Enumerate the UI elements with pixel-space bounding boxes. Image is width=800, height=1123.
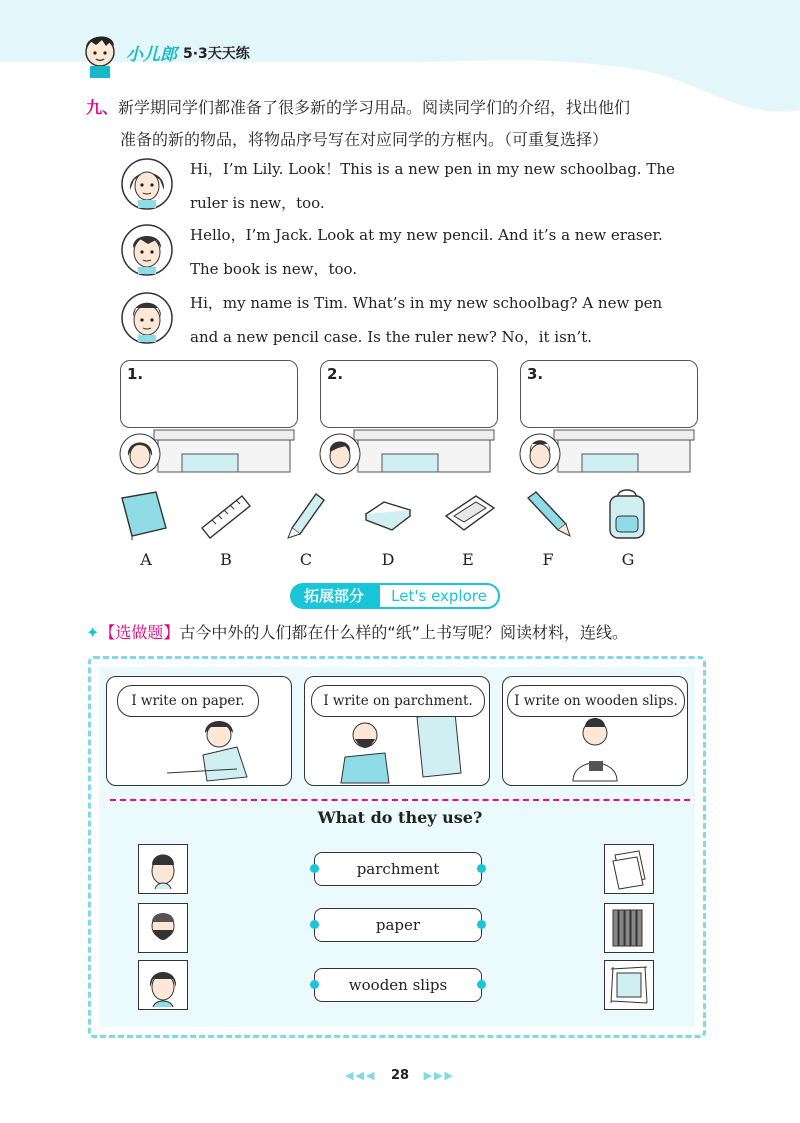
brand-logo: 小儿郎 — [126, 45, 177, 65]
desk-illustration-2 — [318, 420, 504, 476]
answer-box-label: 1. — [127, 365, 144, 383]
extra-instruction: 古今中外的人们都在什么样的“纸”上书写呢？阅读材料，连线。 — [179, 623, 629, 642]
explore-en: Let's explore — [378, 583, 500, 609]
page-footer — [0, 1068, 800, 1083]
brand — [126, 40, 250, 65]
pencil-case-icon — [442, 490, 498, 536]
item-letter-g: G — [621, 550, 635, 569]
tim-text-line-1: Hi，my name is Tim. What’s in my new schoolbag? A new pen — [190, 294, 663, 312]
desk-illustration-1 — [118, 420, 304, 476]
word-paper[interactable] — [314, 908, 482, 942]
extra-question-title — [86, 620, 628, 643]
tim-avatar-icon — [120, 290, 174, 346]
instruction-line-2: 准备的新的物品，将物品序号写在对应同学的方框内。（可重复选择） — [120, 130, 609, 149]
item-letter-d: D — [381, 550, 395, 569]
item-letter-f: F — [542, 550, 554, 569]
answer-box-label: 3. — [527, 365, 544, 383]
page-number: 28 — [390, 1068, 410, 1083]
bubble-paper: I write on paper. — [117, 685, 259, 717]
girl-portrait-icon — [138, 960, 188, 1010]
bubble-wooden-slips: I write on wooden slips. — [507, 685, 685, 717]
item-letter-b: B — [220, 550, 232, 569]
scene-parchment — [304, 676, 490, 786]
pen-icon — [280, 488, 330, 540]
eraser-icon — [362, 498, 414, 534]
schoolbag-icon — [602, 488, 652, 542]
dashed-divider — [110, 799, 690, 801]
bubble-parchment: I write on parchment. — [311, 685, 485, 717]
word-parchment[interactable] — [314, 852, 482, 886]
lily-avatar-icon — [120, 156, 174, 212]
answer-box-1[interactable] — [120, 360, 298, 428]
mascot-boy-icon — [80, 30, 120, 78]
connector-dot-right[interactable] — [477, 920, 486, 929]
bamboo-slips-icon — [604, 903, 654, 953]
answer-box-2[interactable] — [320, 360, 498, 428]
paper-sheets-icon — [604, 844, 654, 894]
optional-tag: 【选做题】 — [99, 623, 180, 642]
item-letter-c: C — [299, 550, 313, 569]
desk-illustration-3 — [518, 420, 704, 476]
connector-dot-left[interactable] — [310, 920, 319, 929]
explore-banner — [290, 583, 500, 609]
question-heading: What do they use? — [317, 808, 483, 827]
pencil-icon — [522, 490, 574, 540]
explore-cn: 拓展部分 — [290, 583, 378, 609]
lightbulb-icon: ✦ — [86, 623, 100, 642]
lily-text-line-2: ruler is new，too. — [190, 194, 325, 212]
item-letter-e: E — [462, 550, 474, 569]
lily-text-line-1: Hi，I’m Lily. Look！This is a new pen in my new schoolbag. The — [190, 160, 675, 178]
word-label: wooden slips — [348, 976, 448, 994]
connector-dot-left[interactable] — [310, 864, 319, 873]
jack-text-line-1: Hello，I’m Jack. Look at my new pencil. And it’s a new eraser. — [190, 226, 663, 244]
word-label: paper — [375, 916, 421, 934]
connector-dot-left[interactable] — [310, 980, 319, 989]
jack-text-line-2: The book is new，too. — [190, 260, 358, 278]
next-arrows-icon: ▶▶▶ — [423, 1069, 455, 1082]
ruler-icon — [198, 492, 254, 540]
item-letter-a: A — [140, 550, 152, 569]
section-9-instructions — [86, 92, 726, 156]
scene-wooden-slips — [502, 676, 688, 786]
answer-box-3[interactable] — [520, 360, 698, 428]
jack-avatar-icon — [120, 222, 174, 278]
word-label: parchment — [356, 860, 440, 878]
bearded-man-portrait-icon — [138, 903, 188, 953]
word-wooden-slips[interactable] — [314, 968, 482, 1002]
tim-text-line-2: and a new pencil case. Is the ruler new? No，it isn’t. — [190, 328, 593, 346]
instruction-line-1: 新学期同学们都准备了很多新的学习用品。阅读同学们的介绍，找出他们 — [118, 98, 631, 117]
parchment-frame-icon — [604, 960, 654, 1010]
scholar-portrait-icon — [138, 844, 188, 894]
book-icon — [116, 488, 172, 540]
prev-arrows-icon: ◀◀◀ — [345, 1069, 377, 1082]
connector-dot-right[interactable] — [477, 980, 486, 989]
brand-subtitle: 5·3天天练 — [183, 45, 250, 62]
scene-paper — [106, 676, 292, 786]
connector-dot-right[interactable] — [477, 864, 486, 873]
section-number: 九、 — [86, 98, 119, 117]
answer-box-label: 2. — [327, 365, 344, 383]
